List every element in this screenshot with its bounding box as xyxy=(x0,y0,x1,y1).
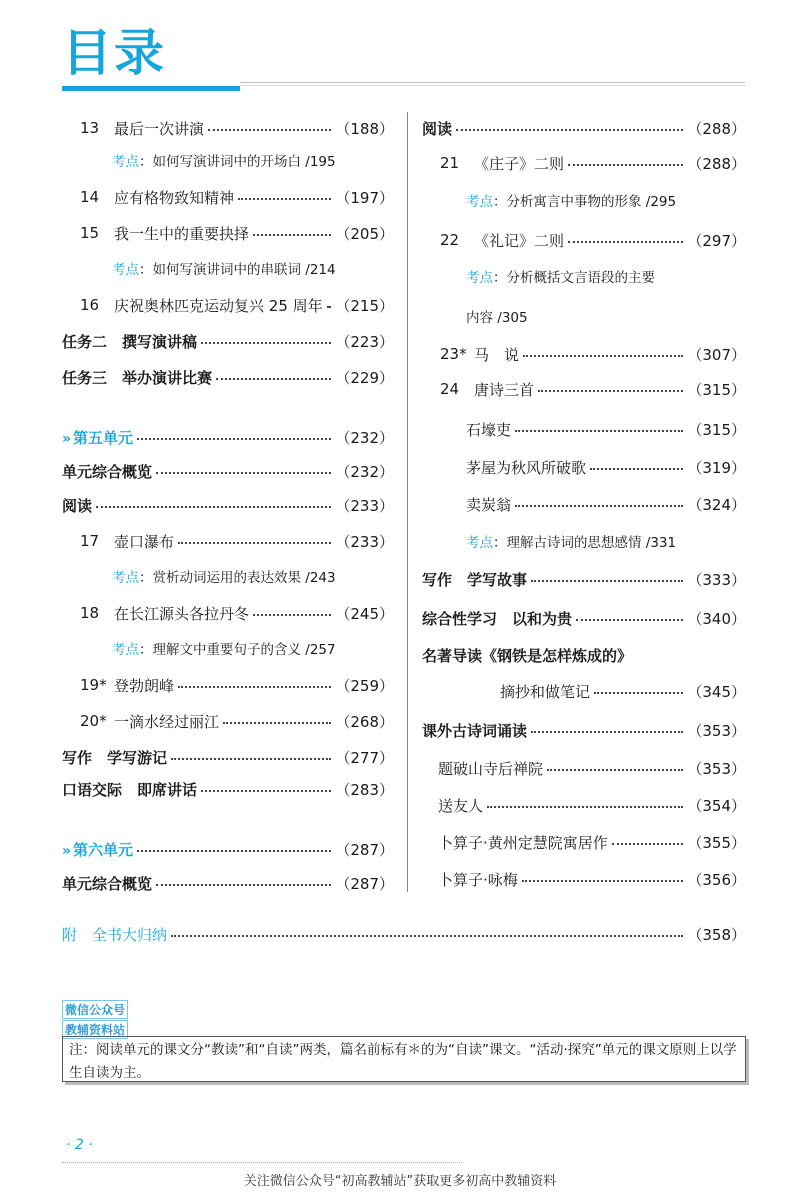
entry-page: （353） xyxy=(687,721,746,740)
lesson-number: 19* xyxy=(80,676,107,694)
entry-title: 名著导读《钢铁是怎样炼成的》 xyxy=(422,646,633,665)
entry-title: 卜算子·咏梅 xyxy=(438,870,518,889)
wechat-watermark-line2: 教辅资料站 xyxy=(62,1020,128,1039)
exam-point-text: ：分析寓言中事物的形象 /295 xyxy=(493,194,677,210)
entry-title: 卜算子·黄州定慧院寓居作 xyxy=(438,833,608,852)
entry-page: （345） xyxy=(687,682,746,701)
toc-row[interactable] xyxy=(62,116,394,140)
toc-row[interactable] xyxy=(422,679,746,703)
exam-point-text: ：分析概括文言语段的主要 xyxy=(493,270,655,286)
exam-point-label: 考点 xyxy=(112,642,139,658)
entry-title: 任务二 撰写演讲稿 xyxy=(62,332,198,351)
toc-row[interactable] xyxy=(422,567,746,591)
dot-leader xyxy=(253,234,331,236)
entry-title: 马 说 xyxy=(474,345,520,364)
entry-title: 唐诗三首 xyxy=(474,380,535,399)
lesson-number: 18 xyxy=(80,604,100,622)
appendix-label: 附 全书大归纳 xyxy=(62,925,168,944)
toc-appendix[interactable] xyxy=(62,922,746,946)
entry-page: （283） xyxy=(335,780,394,799)
title-rule-secondary xyxy=(240,85,745,86)
footer-text: 关注微信公众号“初高教辅站”获取更多初高中教辅资料 xyxy=(243,1174,557,1189)
entry-page: （287） xyxy=(335,840,394,859)
toc-row[interactable] xyxy=(62,185,394,209)
dot-leader xyxy=(568,241,683,243)
lesson-number: 13 xyxy=(80,119,100,137)
entry-page: （319） xyxy=(687,458,746,477)
exam-point-label: 考点 xyxy=(466,535,493,551)
dot-leader xyxy=(223,722,331,724)
dot-leader xyxy=(523,355,683,357)
entry-page: （277） xyxy=(335,748,394,767)
dot-leader xyxy=(171,935,683,937)
exam-point-label: 考点 xyxy=(466,194,493,210)
dot-leader xyxy=(96,506,331,508)
entry-page: （259） xyxy=(335,676,394,695)
toc-row xyxy=(62,564,394,588)
dot-leader xyxy=(515,505,683,507)
dot-leader xyxy=(137,850,331,852)
entry-page: （324） xyxy=(687,495,746,514)
toc-row[interactable] xyxy=(422,228,746,252)
dot-leader xyxy=(253,614,331,616)
wechat-watermark-line1: 微信公众号 xyxy=(62,1000,128,1019)
entry-page: （233） xyxy=(335,496,394,515)
toc-row[interactable] xyxy=(422,756,746,780)
entry-page: （205） xyxy=(335,224,394,243)
entry-page: （307） xyxy=(687,345,746,364)
toc-row[interactable] xyxy=(422,455,746,479)
exam-point-label: 考点 xyxy=(112,154,139,170)
unit-title xyxy=(62,839,133,860)
entry-page: （355） xyxy=(687,833,746,852)
lesson-number: 24 xyxy=(440,380,460,398)
entry-title: 综合性学习 以和为贵 xyxy=(422,609,573,628)
entry-title: 摘抄和做笔记 xyxy=(500,682,591,701)
dot-leader xyxy=(171,758,331,760)
entry-page: （223） xyxy=(335,332,394,351)
dot-leader xyxy=(216,378,331,380)
toc-row[interactable] xyxy=(62,293,394,317)
lesson-number: 16 xyxy=(80,296,100,314)
dot-leader xyxy=(576,619,683,621)
dot-leader xyxy=(137,438,331,440)
exam-point-text: ：如何写演讲词中的开场白 /195 xyxy=(139,154,336,170)
entry-title: 在长江源头各拉丹冬 xyxy=(114,604,250,623)
entry-title: 壶口瀑布 xyxy=(114,532,175,551)
lesson-number: 22 xyxy=(440,231,460,249)
lesson-number: 15 xyxy=(80,224,100,242)
note-box: 注：阅读单元的课文分“教读”和“自读”两类，篇名前标有＊的为“自读”课文。“活动·探究”单元的课文原则上以学生自读为主。 xyxy=(62,1036,746,1082)
toc-row[interactable] xyxy=(422,417,746,441)
double-chevron-icon: » xyxy=(62,842,72,859)
dot-leader xyxy=(201,342,331,344)
entry-title: 单元综合概览 xyxy=(62,462,153,481)
entry-title: 阅读 xyxy=(62,496,93,515)
lesson-number: 17 xyxy=(80,532,100,550)
exam-point-text: ：如何写演讲词中的串联词 /214 xyxy=(139,262,336,278)
entry-page: （315） xyxy=(687,380,746,399)
entry-title: 应有格物致知精神 xyxy=(114,188,235,207)
entry-title: 我一生中的重要抉择 xyxy=(114,224,250,243)
toc-row[interactable] xyxy=(62,871,394,895)
toc-row[interactable] xyxy=(62,673,394,697)
entry-page: （288） xyxy=(687,154,746,173)
entry-title: 题破山寺后禅院 xyxy=(438,759,544,778)
entry-page: （197） xyxy=(335,188,394,207)
appendix-page: （358） xyxy=(687,925,746,944)
toc-row[interactable] xyxy=(422,342,746,366)
entry-page: （356） xyxy=(687,870,746,889)
toc-row[interactable] xyxy=(422,643,746,667)
toc-row xyxy=(422,529,746,553)
toc-row[interactable] xyxy=(422,830,746,854)
unit-title-text: 第六单元 xyxy=(73,840,134,859)
dot-leader xyxy=(612,843,684,845)
toc-row[interactable] xyxy=(422,116,746,140)
entry-title: 卖炭翁 xyxy=(466,495,512,514)
dot-leader xyxy=(531,580,683,582)
entry-page: （245） xyxy=(335,604,394,623)
entry-title: 《礼记》二则 xyxy=(474,231,565,250)
dot-leader xyxy=(156,884,331,886)
dot-leader xyxy=(590,468,683,470)
toc-row[interactable] xyxy=(62,837,394,861)
entry-page: （354） xyxy=(687,796,746,815)
double-chevron-icon: » xyxy=(62,430,72,447)
unit-title xyxy=(62,427,133,448)
page-title: 目录 xyxy=(62,24,166,82)
lesson-number: 23* xyxy=(440,345,467,363)
page-number-rule xyxy=(62,1162,462,1163)
toc-row xyxy=(422,304,746,328)
lesson-number: 20* xyxy=(80,712,107,730)
exam-point-label: 考点 xyxy=(466,270,493,286)
exam-point-label: 考点 xyxy=(112,570,139,586)
dot-leader xyxy=(178,686,331,688)
entry-title: 写作 学写故事 xyxy=(422,570,528,589)
dot-leader xyxy=(178,542,331,544)
entry-page: （297） xyxy=(687,231,746,250)
exam-point-text: ：理解古诗词的思想感情 /331 xyxy=(493,535,677,551)
toc-row xyxy=(62,148,394,172)
entry-page: （353） xyxy=(687,759,746,778)
toc-row[interactable] xyxy=(62,601,394,625)
toc-row[interactable] xyxy=(62,329,394,353)
entry-title: 《庄子》二则 xyxy=(474,154,565,173)
entry-title: 课外古诗词诵读 xyxy=(422,721,528,740)
dot-leader xyxy=(238,198,331,200)
dot-leader xyxy=(156,472,331,474)
dot-leader xyxy=(568,164,683,166)
dot-leader xyxy=(522,880,684,882)
entry-title: 茅屋为秋风所破歌 xyxy=(466,458,587,477)
entry-page: （268） xyxy=(335,712,394,731)
toc-row[interactable] xyxy=(62,777,394,801)
toc-row[interactable] xyxy=(62,221,394,245)
dot-leader xyxy=(531,731,683,733)
entry-page: （333） xyxy=(687,570,746,589)
exam-point-text: ：赏析动词运用的表达效果 /243 xyxy=(139,570,336,586)
unit-title-text: 第五单元 xyxy=(73,428,134,447)
entry-title: 单元综合概览 xyxy=(62,874,153,893)
dot-leader xyxy=(327,306,332,308)
exam-point-text: ：理解文中重要句子的含义 /257 xyxy=(139,642,336,658)
exam-point-text: 内容 /305 xyxy=(466,310,528,326)
title-rule xyxy=(240,82,745,83)
entry-page: （288） xyxy=(687,119,746,138)
toc-row[interactable] xyxy=(422,718,746,742)
entry-page: （215） xyxy=(335,296,394,315)
entry-page: （188） xyxy=(335,119,394,138)
dot-leader xyxy=(538,390,683,392)
dot-leader xyxy=(456,129,683,131)
entry-title: 庆祝奥林匹克运动复兴 25 周年 xyxy=(114,296,323,315)
toc-row[interactable] xyxy=(422,867,746,891)
toc-row[interactable] xyxy=(62,425,394,449)
toc-row xyxy=(422,264,746,288)
lesson-number: 14 xyxy=(80,188,100,206)
title-underline-bar xyxy=(62,86,240,91)
dot-leader xyxy=(487,806,683,808)
entry-title: 一滴水经过丽江 xyxy=(114,712,220,731)
dot-leader xyxy=(208,129,331,131)
entry-page: （340） xyxy=(687,609,746,628)
entry-page: （229） xyxy=(335,368,394,387)
toc-row xyxy=(62,636,394,660)
toc-row[interactable] xyxy=(62,529,394,553)
entry-page: （287） xyxy=(335,874,394,893)
exam-point-label: 考点 xyxy=(112,262,139,278)
toc-row[interactable] xyxy=(422,606,746,630)
entry-page: （232） xyxy=(335,462,394,481)
dot-leader xyxy=(594,692,683,694)
entry-title: 写作 学写游记 xyxy=(62,748,168,767)
entry-title: 最后一次讲演 xyxy=(114,119,205,138)
column-divider xyxy=(407,112,408,892)
entry-title: 石壕吏 xyxy=(466,420,512,439)
entry-page: （315） xyxy=(687,420,746,439)
toc-row xyxy=(422,188,746,212)
dot-leader xyxy=(515,430,683,432)
page-number: · 2 · xyxy=(66,1137,93,1153)
entry-title: 口语交际 即席讲话 xyxy=(62,780,198,799)
entry-page: （232） xyxy=(335,428,394,447)
toc-row[interactable] xyxy=(62,745,394,769)
toc-row[interactable] xyxy=(422,151,746,175)
toc-row xyxy=(62,256,394,280)
toc-row[interactable] xyxy=(62,709,394,733)
toc-row[interactable] xyxy=(422,793,746,817)
dot-leader xyxy=(547,769,683,771)
entry-page: （233） xyxy=(335,532,394,551)
toc-row[interactable] xyxy=(422,492,746,516)
lesson-number: 21 xyxy=(440,154,460,172)
toc-row[interactable] xyxy=(422,377,746,401)
entry-title: 任务三 举办演讲比赛 xyxy=(62,368,213,387)
entry-title: 登勃朗峰 xyxy=(114,676,175,695)
entry-title: 送友人 xyxy=(438,796,484,815)
toc-row[interactable] xyxy=(62,493,394,517)
dot-leader xyxy=(201,790,331,792)
toc-row[interactable] xyxy=(62,459,394,483)
entry-title: 阅读 xyxy=(422,119,453,138)
toc-row[interactable] xyxy=(62,365,394,389)
